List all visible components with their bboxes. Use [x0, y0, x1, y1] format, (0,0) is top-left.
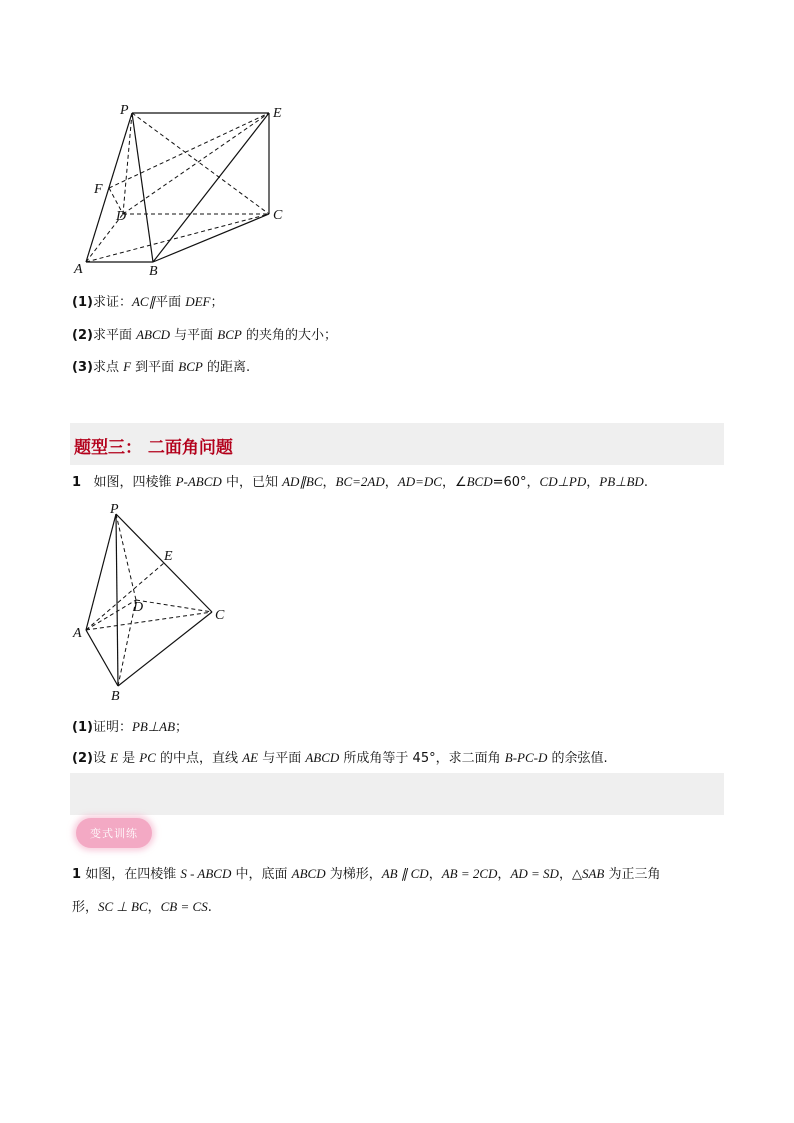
fig2-label-d: D: [133, 600, 144, 615]
problem-2-statement: 1 如图，四棱锥 P-ABCD 中，已知 AD∥BC，BC=2AD，AD=DC，∠BCD=60°，CD⊥PD，PB⊥BD.: [72, 474, 648, 490]
badge-label: 变式训练: [90, 827, 138, 840]
fig2-label-e: E: [164, 549, 173, 564]
fig2-label-b: B: [111, 689, 120, 704]
problem-2-part-2: (2)设 E 是 PC 的中点，直线 AE 与平面 ABCD 所成角等于 45°，求二面角 B-PC-D 的余弦值.: [72, 750, 608, 766]
fig2-label-a: A: [73, 626, 82, 641]
fig1-label-c: C: [273, 208, 283, 223]
figure-2-geometry: [70, 500, 240, 705]
q1-part-2: (2)求平面 ABCD 与平面 BCP 的夹角的大小；: [72, 327, 337, 343]
fig1-label-p: P: [120, 103, 129, 118]
fig1-label-b: B: [149, 264, 158, 279]
figure-1-geometry: [70, 96, 300, 281]
fig2-label-p: P: [110, 502, 119, 517]
fig2-label-c: C: [215, 608, 225, 623]
problem-3-statement-line-1: 1 如图，在四棱锥 S - ABCD 中，底面 ABCD 为梯形，AB ∥ CD，AB = 2CD，AD = SD，△SAB 为正三角: [72, 866, 661, 882]
q1-part-3: (3)求点 F 到平面 BCP 的距离.: [72, 359, 251, 375]
problem-2-part-1: (1)证明：PB⊥AB；: [72, 719, 189, 735]
variant-practice-badge: [76, 818, 152, 848]
answer-blank-bar: [70, 773, 724, 815]
q1-part-1: (1)求证：AC∥平面 DEF；: [72, 294, 224, 310]
fig1-label-a: A: [74, 262, 83, 277]
section-title: 题型三： 二面角问题: [74, 438, 233, 458]
fig1-label-f: F: [94, 182, 103, 197]
fig1-label-e: E: [273, 106, 282, 121]
section-header-bar: [70, 423, 724, 465]
fig1-label-d: D: [116, 209, 127, 224]
problem-3-statement-line-2: 形，SC ⊥ BC，CB = CS.: [72, 899, 212, 915]
